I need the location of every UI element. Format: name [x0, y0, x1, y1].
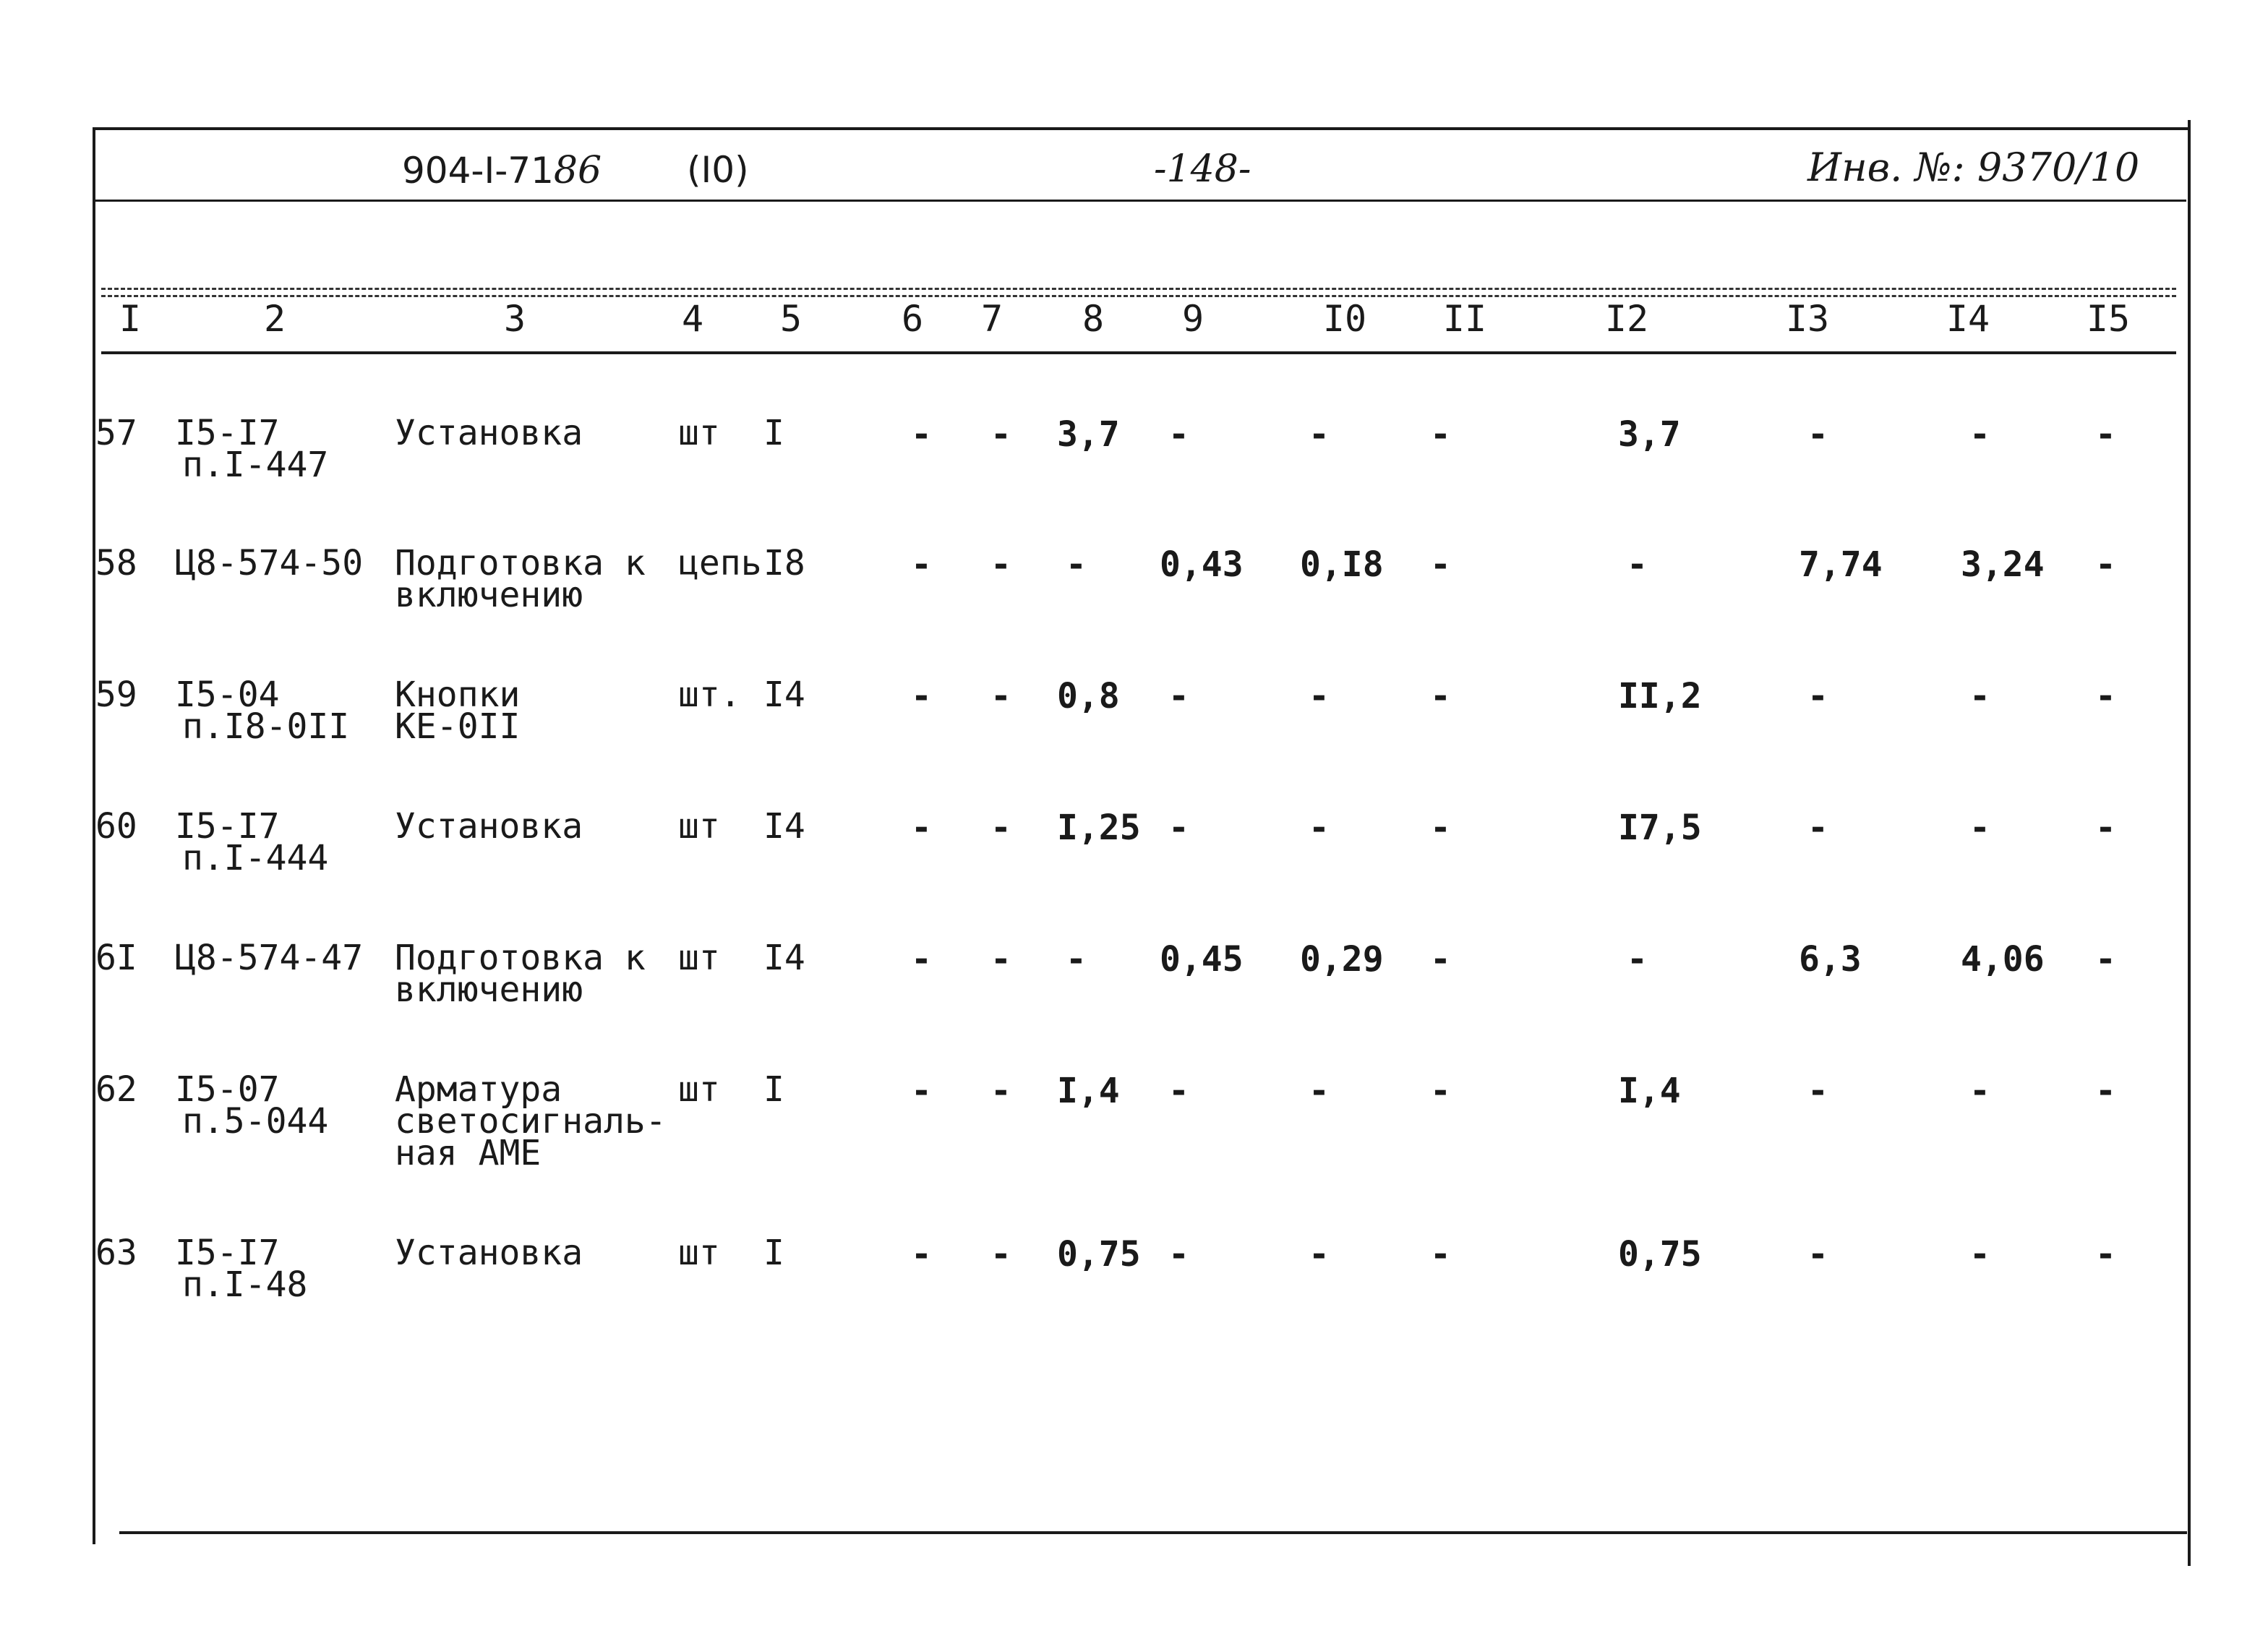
- value-c15: -: [2095, 414, 2116, 455]
- rate-code-paragraph: п.I-447: [182, 445, 329, 485]
- work-name: Установка: [395, 1233, 583, 1273]
- value-c13: 6,3: [1799, 939, 1862, 980]
- frame-top-line: [94, 127, 2191, 130]
- value-c13: 7,74: [1799, 544, 1883, 585]
- column-number: 4: [681, 298, 704, 340]
- value-c15: -: [2095, 1234, 2116, 1275]
- quantity: I4: [763, 675, 805, 715]
- title-separator-line: [94, 200, 2186, 202]
- value-c10: -: [1309, 1234, 1330, 1275]
- work-name-line-3: ная АМЕ: [395, 1133, 542, 1173]
- value-c8: 3,7: [1057, 414, 1120, 455]
- column-number: I: [119, 298, 142, 340]
- value-c14: -: [1969, 1071, 1990, 1111]
- rate-code: I5-07: [175, 1069, 280, 1110]
- work-name-line-2: включению: [395, 969, 583, 1010]
- column-number: 2: [263, 298, 286, 340]
- value-c7: -: [990, 808, 1011, 848]
- header-rule-bottom: [101, 351, 2176, 354]
- value-c10: 0,I8: [1300, 544, 1384, 585]
- unit: шт: [678, 938, 720, 978]
- value-c7: -: [990, 414, 1011, 455]
- value-c6: -: [911, 676, 932, 716]
- value-c9: 0,45: [1160, 939, 1244, 980]
- quantity: I: [763, 1233, 784, 1273]
- value-c7: -: [990, 939, 1011, 980]
- frame-bottom-line: [119, 1531, 2187, 1534]
- frame-right-line: [2188, 120, 2191, 1566]
- rate-code: Ц8-574-50: [175, 543, 364, 583]
- column-number: 3: [503, 298, 526, 340]
- value-c10: -: [1309, 808, 1330, 848]
- rate-code: Ц8-574-47: [175, 938, 364, 978]
- rate-code: I5-I7: [175, 806, 280, 847]
- work-name: Подготовка к: [395, 543, 646, 583]
- value-c8: -: [1066, 939, 1087, 980]
- value-c8: 0,8: [1057, 676, 1120, 716]
- quantity: I8: [763, 543, 805, 583]
- quantity: I4: [763, 938, 805, 978]
- value-c12: -: [1627, 939, 1648, 980]
- doc-number: [402, 149, 602, 192]
- row-number: 58: [95, 543, 137, 583]
- value-c14: -: [1969, 676, 1990, 716]
- value-c6: -: [911, 544, 932, 585]
- value-c15: -: [2095, 939, 2116, 980]
- value-c14: 3,24: [1961, 544, 2045, 585]
- rate-code: I5-I7: [175, 413, 280, 453]
- value-c9: -: [1168, 414, 1189, 455]
- value-c7: -: [990, 544, 1011, 585]
- value-c11: -: [1430, 676, 1451, 716]
- value-c6: -: [911, 808, 932, 848]
- column-number: 6: [901, 298, 924, 340]
- value-c13: -: [1807, 414, 1828, 455]
- header-rule-top-2: [101, 295, 2176, 297]
- value-c8: -: [1066, 544, 1087, 585]
- work-name: Установка: [395, 806, 583, 847]
- value-c6: -: [911, 414, 932, 455]
- row-number: 63: [95, 1233, 137, 1273]
- value-c10: -: [1309, 676, 1330, 716]
- value-c14: 4,06: [1961, 939, 2045, 980]
- rate-code-paragraph: п.I-444: [182, 838, 329, 878]
- value-c6: -: [911, 939, 932, 980]
- value-c15: -: [2095, 676, 2116, 716]
- work-name-line-2: КЕ-0II: [395, 706, 521, 747]
- value-c12: -: [1627, 544, 1648, 585]
- value-c15: -: [2095, 808, 2116, 848]
- column-number: I3: [1785, 298, 1830, 340]
- rate-code: I5-I7: [175, 1233, 280, 1273]
- value-c15: -: [2095, 1071, 2116, 1111]
- unit: шт: [678, 1069, 720, 1110]
- work-name: Кнопки: [395, 675, 521, 715]
- value-c12: II,2: [1618, 676, 1702, 716]
- value-c11: -: [1430, 544, 1451, 585]
- value-c8: I,25: [1057, 808, 1141, 848]
- value-c6: -: [911, 1234, 932, 1275]
- column-number: I4: [1946, 298, 1990, 340]
- value-c10: 0,29: [1300, 939, 1384, 980]
- value-c13: -: [1807, 676, 1828, 716]
- header-rule-top: [101, 288, 2176, 290]
- value-c7: -: [990, 1071, 1011, 1111]
- value-c10: -: [1309, 414, 1330, 455]
- column-number: 7: [980, 298, 1004, 340]
- page-number: -148-: [1154, 147, 1251, 191]
- value-c9: -: [1168, 1071, 1189, 1111]
- row-number: 60: [95, 806, 137, 847]
- work-name-line-2: включению: [395, 575, 583, 615]
- value-c11: -: [1430, 1071, 1451, 1111]
- column-number: 8: [1082, 298, 1105, 340]
- unit: шт: [678, 806, 720, 847]
- value-c13: -: [1807, 808, 1828, 848]
- value-c8: 0,75: [1057, 1234, 1141, 1275]
- unit: шт.: [678, 675, 741, 715]
- value-c9: -: [1168, 808, 1189, 848]
- inventory-number: Инв. №: 9370/10: [1807, 145, 2140, 190]
- work-name: Установка: [395, 413, 583, 453]
- value-c15: -: [2095, 544, 2116, 585]
- row-number: 57: [95, 413, 137, 453]
- value-c12: I,4: [1618, 1071, 1681, 1111]
- value-c9: -: [1168, 676, 1189, 716]
- value-c12: 3,7: [1618, 414, 1681, 455]
- sheet-number: (I0): [687, 149, 749, 191]
- rate-code-paragraph: п.I-48: [182, 1264, 308, 1305]
- row-number: 59: [95, 675, 137, 715]
- work-name-line-2: светосигналь-: [395, 1101, 667, 1142]
- value-c7: -: [990, 1234, 1011, 1275]
- doc-number-typed: 904-I-71: [402, 150, 554, 192]
- value-c11: -: [1430, 939, 1451, 980]
- rate-code-paragraph: п.5-044: [182, 1101, 329, 1142]
- value-c11: -: [1430, 1234, 1451, 1275]
- value-c13: -: [1807, 1234, 1828, 1275]
- row-number: 6I: [95, 938, 137, 978]
- quantity: I4: [763, 806, 805, 847]
- value-c12: I7,5: [1618, 808, 1702, 848]
- column-number: I2: [1604, 298, 1649, 340]
- value-c13: -: [1807, 1071, 1828, 1111]
- column-number: 5: [779, 298, 803, 340]
- value-c10: -: [1309, 1071, 1330, 1111]
- quantity: I: [763, 413, 784, 453]
- value-c14: -: [1969, 808, 1990, 848]
- row-number: 62: [95, 1069, 137, 1110]
- rate-code-paragraph: п.I8-0II: [182, 706, 350, 747]
- work-name: Арматура: [395, 1069, 562, 1110]
- column-number: I0: [1322, 298, 1367, 340]
- value-c11: -: [1430, 414, 1451, 455]
- quantity: I: [763, 1069, 784, 1110]
- unit: цепь: [678, 543, 762, 583]
- doc-number-handwritten: 86: [553, 149, 602, 192]
- rate-code: I5-04: [175, 675, 280, 715]
- unit: шт: [678, 413, 720, 453]
- column-number: 9: [1181, 298, 1204, 340]
- column-number: I5: [2086, 298, 2131, 340]
- value-c9: -: [1168, 1234, 1189, 1275]
- value-c7: -: [990, 676, 1011, 716]
- value-c11: -: [1430, 808, 1451, 848]
- unit: шт: [678, 1233, 720, 1273]
- work-name: Подготовка к: [395, 938, 646, 978]
- column-number: II: [1442, 298, 1487, 340]
- value-c14: -: [1969, 1234, 1990, 1275]
- value-c6: -: [911, 1071, 932, 1111]
- value-c14: -: [1969, 414, 1990, 455]
- value-c8: I,4: [1057, 1071, 1120, 1111]
- value-c9: 0,43: [1160, 544, 1244, 585]
- value-c12: 0,75: [1618, 1234, 1702, 1275]
